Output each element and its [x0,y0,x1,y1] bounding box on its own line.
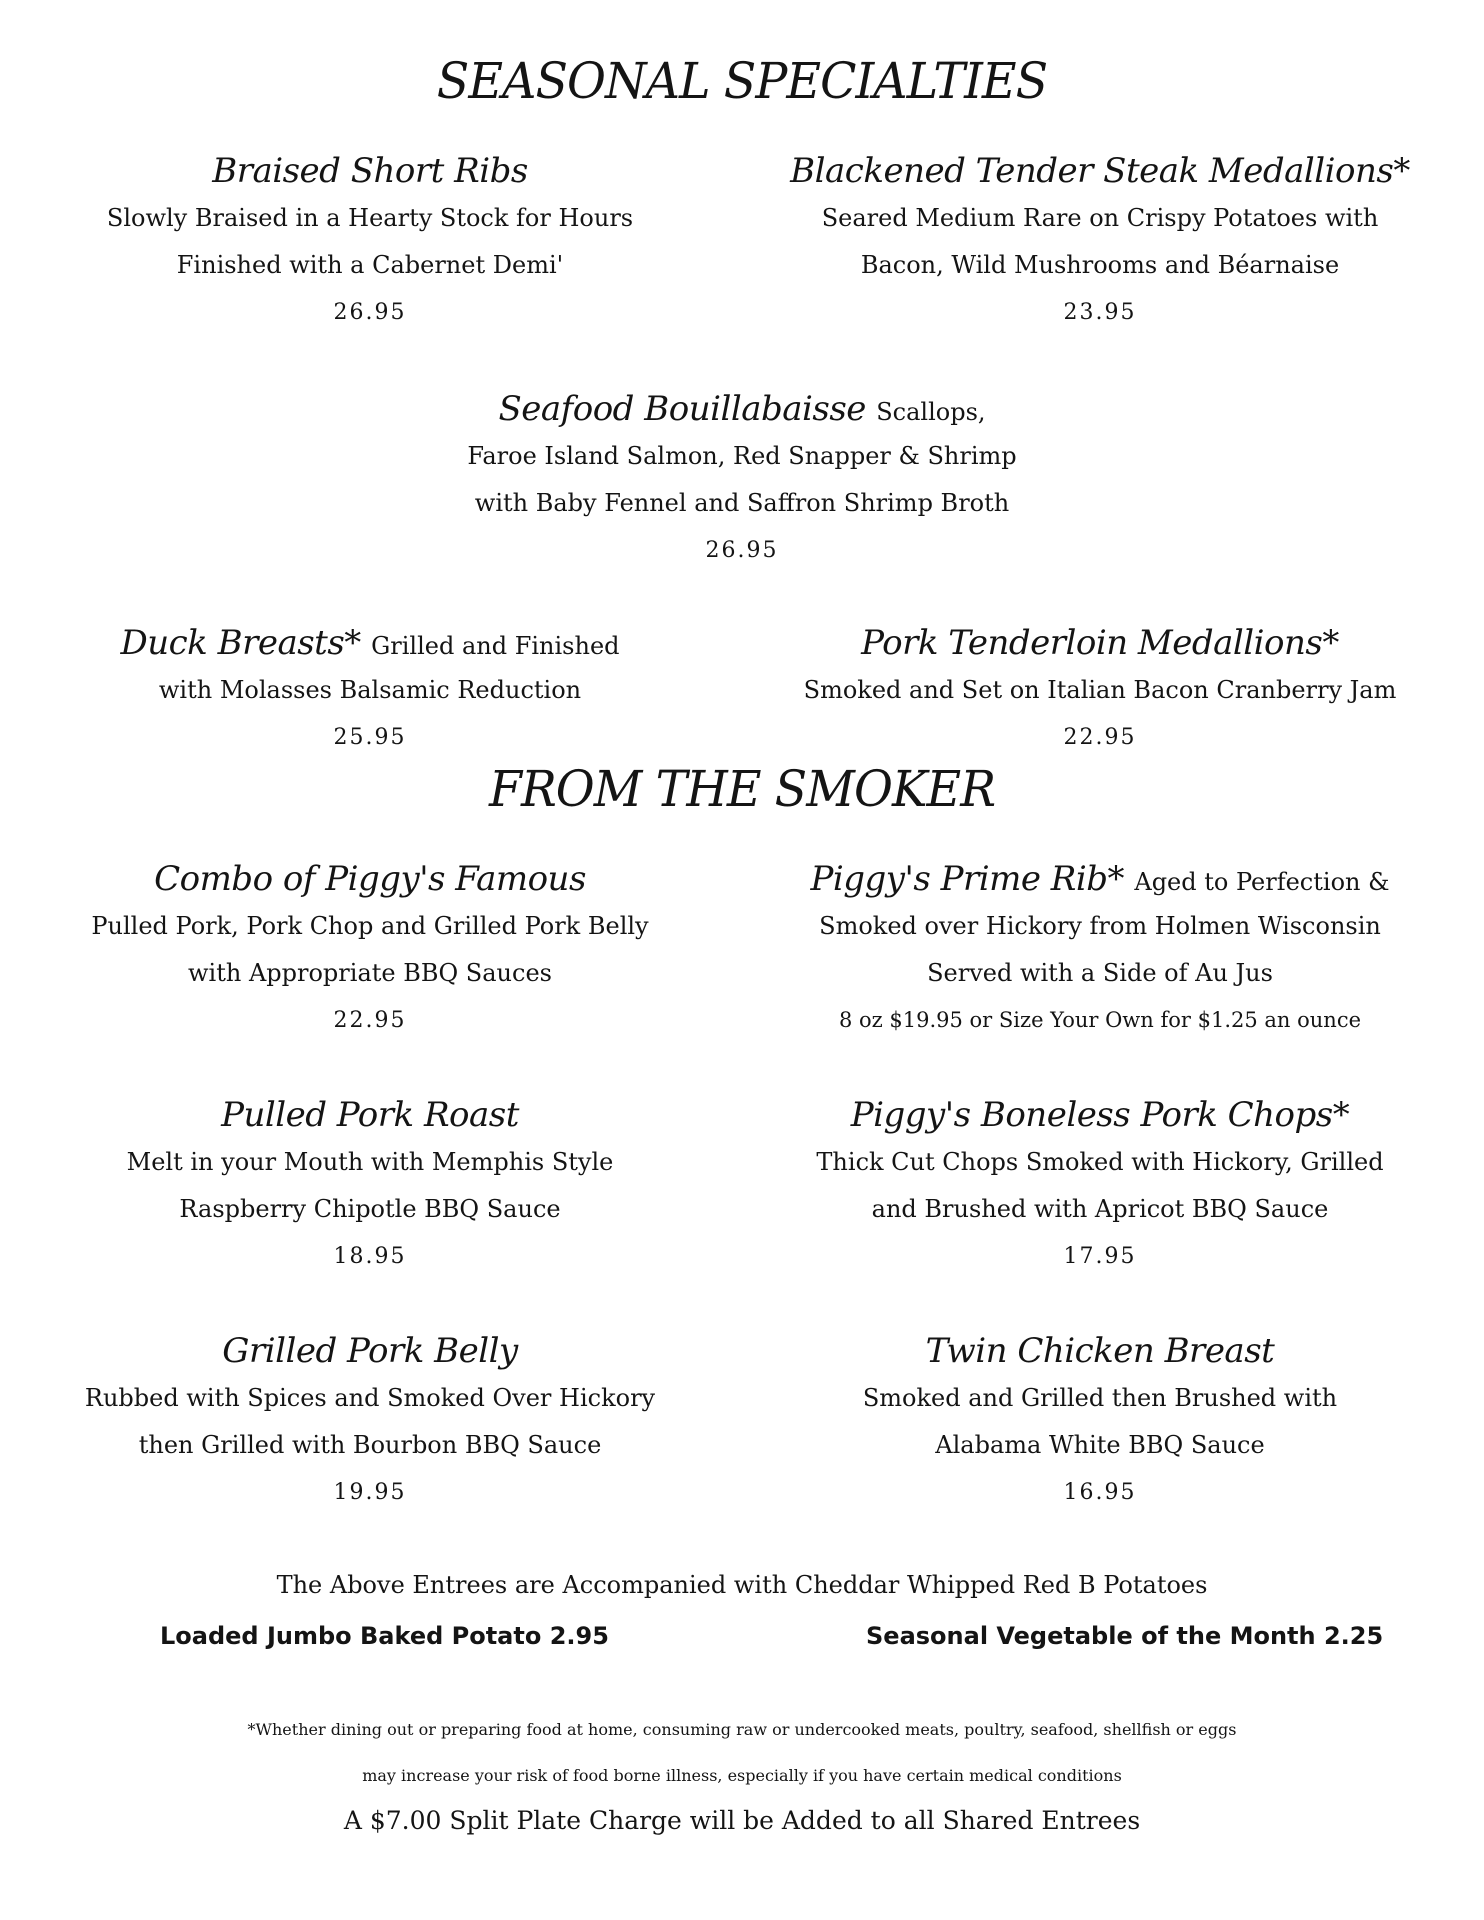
dish-heading [342,386,1142,433]
split-plate-charge: A $7.00 Split Plate Charge will be Added to all Shared Entrees [343,1806,1141,1835]
menu-item-duck-breasts [40,620,700,761]
menu-item-pork-tenderloin [770,620,1430,761]
dish-price: 22.95 [333,1008,407,1033]
food-safety-disclaimer: *Whether dining out or preparing food at home, consuming raw or undercooked meats, poultry, seafood, shellfish or eggs [247,1720,1237,1739]
seasonal-vegetable-option: Seasonal Vegetable of the Month 2.25 [866,1622,1384,1650]
dish-name: Pulled Pork Roast [221,1095,519,1135]
dish-price: 26.95 [705,538,779,563]
dish-inline-description: Scallops, [876,398,986,426]
menu-item-seafood-bouillabaisse [342,386,1142,574]
menu-item-pork-chops [770,1092,1430,1280]
dish-name: Braised Short Ribs [212,151,528,191]
menu-item-pork-belly [40,1328,700,1516]
dish-inline-description: Aged to Perfection & [1134,868,1390,896]
dish-description-line: Slowly Braised in a Hearty Stock for Hours [106,204,634,232]
menu-item-combo [40,856,700,1044]
dish-name: Pork Tenderloin Medallions* [861,623,1339,663]
dish-description-line: Faroe Island Salmon, Red Snapper & Shrimp [467,442,1017,470]
dish-name: Piggy's Boneless Pork Chops* [850,1095,1350,1135]
dish-price: 23.95 [1063,300,1137,325]
menu-item-braised-short-ribs [40,148,700,336]
food-safety-disclaimer-cont: may increase your risk of food borne illness, especially if you have certain medical conditions [362,1766,1122,1785]
menu-item-chicken-breast [770,1328,1430,1516]
dish-name: Seafood Bouillabaisse [498,389,866,429]
dish-description-line: Raspberry Chipotle BBQ Sauce [179,1195,561,1223]
dish-name: Grilled Pork Belly [222,1331,518,1371]
menu-item-prime-rib [770,856,1430,1044]
dish-description-line: with Molasses Balsamic Reduction [158,676,582,704]
dish-price: 26.95 [333,300,407,325]
dish-description-line: Alabama White BBQ Sauce [935,1431,1265,1459]
dish-description-line: Smoked over Hickory from Holmen Wisconsin [819,912,1381,940]
dish-name: Combo of Piggy's Famous [154,859,586,899]
accompaniment-note: The Above Entrees are Accompanied with Cheddar Whipped Red B Potatoes [276,1571,1208,1599]
dish-name: Duck Breasts* [120,623,361,663]
dish-description-line: with Baby Fennel and Saffron Shrimp Broth [474,489,1010,517]
dish-description-line: and Brushed with Apricot BBQ Sauce [871,1195,1329,1223]
menu-item-pulled-pork [40,1092,700,1280]
dish-description-line: Seared Medium Rare on Crispy Potatoes with [821,204,1379,232]
dish-price: 17.95 [1063,1244,1137,1269]
dish-description-line: Bacon, Wild Mushrooms and Béarnaise [860,251,1340,279]
dish-name: Twin Chicken Breast [925,1331,1275,1371]
menu-item-blackened-steak [770,148,1430,336]
dish-name: Piggy's Prime Rib* [810,859,1125,899]
dish-description-line: with Appropriate BBQ Sauces [188,959,552,987]
dish-description-line: Smoked and Set on Italian Bacon Cranberry Jam [803,676,1397,704]
seasonal-specialties-title: SEASONAL SPECIALTIES [436,52,1048,110]
dish-price: 19.95 [333,1480,407,1505]
dish-description-line: Served with a Side of Au Jus [927,959,1273,987]
dish-price: 22.95 [1063,725,1137,750]
dish-description-line: Finished with a Cabernet Demi' [176,251,564,279]
dish-description-line: Melt in your Mouth with Memphis Style [126,1148,614,1176]
dish-description-line: Thick Cut Chops Smoked with Hickory, Grilled [816,1148,1384,1176]
dish-description-line: Smoked and Grilled then Brushed with [862,1384,1338,1412]
dish-price: 16.95 [1063,1480,1137,1505]
dish-price: 25.95 [333,725,407,750]
dish-heading [770,856,1430,903]
dish-description-line: Rubbed with Spices and Smoked Over Hickory [84,1384,656,1412]
dish-name: Blackened Tender Steak Medallions* [790,151,1410,191]
dish-price: 18.95 [333,1244,407,1269]
loaded-potato-option: Loaded Jumbo Baked Potato 2.95 [160,1622,609,1650]
dish-description-line: Pulled Pork, Pork Chop and Grilled Pork Belly [91,912,649,940]
dish-description-line: then Grilled with Bourbon BBQ Sauce [138,1431,602,1459]
dish-price: 8 oz $19.95 or Size Your Own for $1.25 an ounce [838,1008,1362,1032]
dish-heading [40,620,700,667]
from-the-smoker-title: FROM THE SMOKER [488,760,996,818]
dish-inline-description: Grilled and Finished [371,632,620,660]
